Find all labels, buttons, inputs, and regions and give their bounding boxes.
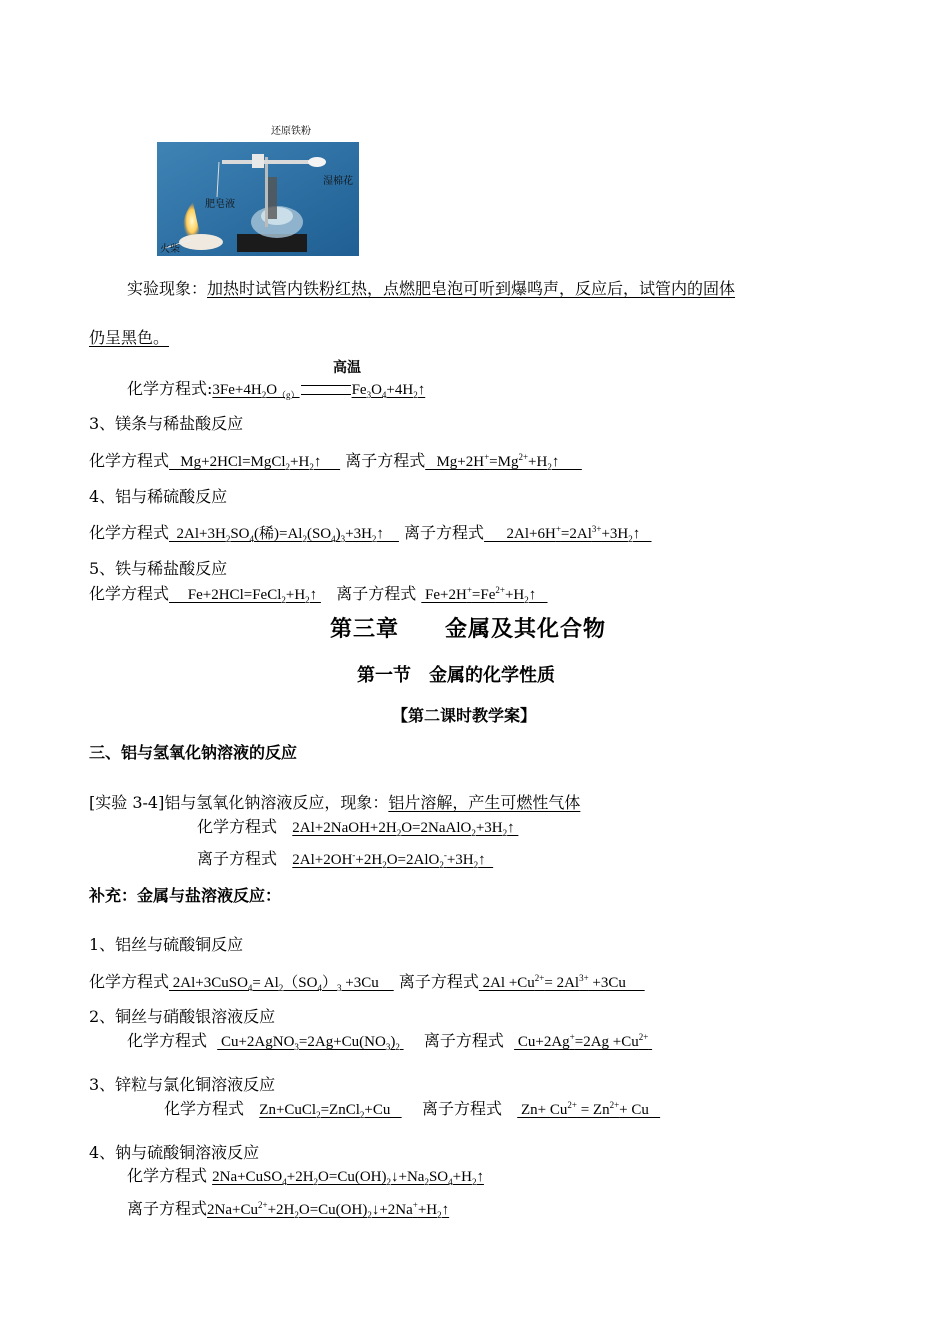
r3-chem-eq: Zn+CuCl$_2$=ZnCl$_2$+Cu (259, 1102, 402, 1120)
s4-title: 4、铝与稀硫酸反应 (89, 487, 228, 506)
s3-ion-eq: $Mg+2H^+=Mg^{2+}+H_2↑$ (425, 452, 582, 472)
s3-chem-label: 化学方程式 (89, 451, 170, 470)
r2-equations (127, 1028, 652, 1052)
r1-chem-label: 化学方程式 (89, 972, 170, 991)
s5-title: 5、铁与稀盐酸反应 (89, 559, 228, 578)
r2-chem-eq: $Cu+2AgNO_3=2Ag+Cu(NO_3)_2$ (217, 1034, 400, 1052)
part3-title: 三、铝与氢氧化钠溶液的反应 (89, 743, 298, 762)
phenomenon-text-2: 仍呈黑色。 (89, 328, 170, 347)
s4-chem-label: 化学方程式 (89, 523, 170, 542)
r2-ion-label: 离子方程式 (423, 1031, 504, 1050)
equals-double-bar (301, 385, 351, 395)
fe-water-equation (127, 376, 425, 401)
s4-ion-eq: $2Al+6H^+=2Al^{3+}+3H_2↑$ (484, 524, 652, 544)
figure-caption: 还原铁粉 (271, 126, 311, 137)
s5-chem-eq: $Fe+2HCl=FeCl_2+H_2↑$ (169, 587, 321, 605)
part3-chem-line (197, 814, 518, 838)
s5-chem-label: 化学方程式 (89, 584, 170, 603)
s5-equations (89, 581, 548, 605)
r3-equations (164, 1096, 660, 1120)
r2-chem-label: 化学方程式 (127, 1031, 208, 1050)
label-soap: 肥皂液 (205, 199, 235, 210)
chapter-title: 第三章 金属及其化合物 (330, 616, 607, 642)
phenomenon-label: 实验现象： (127, 279, 208, 298)
r3-ion-eq: $Zn+ Cu^{2+} = Zn^{2+}+ Cu$ (517, 1100, 661, 1118)
r4-ion-eq: $2Na+Cu^{2+}+2H_2O=Cu(OH)_2↓+2Na^++H_2↑$ (207, 1200, 450, 1220)
r2-ion-eq: $Cu+2Ag^+=2Ag +Cu^{2+}$ (514, 1032, 649, 1050)
part3-chem-label: 化学方程式 (197, 817, 278, 836)
s5-ion-label: 离子方程式 (336, 584, 417, 603)
r2-title: 2、铜丝与硝酸银溶液反应 (89, 1007, 276, 1026)
label-wet-cotton: 湿棉花 (323, 176, 353, 187)
part3-ion-line (197, 846, 493, 870)
part3-exp-phenomenon: 铝片溶解，产生可燃性气体 (388, 793, 581, 812)
part3-ion-label: 离子方程式 (197, 849, 278, 868)
r1-ion-label: 离子方程式 (398, 972, 479, 991)
lesson-title: 【第二课时教学案】 (392, 706, 537, 725)
label-match: 火柴 (160, 244, 180, 255)
supplement-title: 补充：金属与盐溶液反应： (89, 886, 282, 905)
fe-water-products: $Fe_3O_4+4H_2↑$ (351, 382, 426, 400)
r1-title: 1、铝丝与硫酸铜反应 (89, 935, 244, 954)
r1-ion-eq: $2Al +Cu^{2+}= 2Al^{3+} +3Cu$ (478, 973, 645, 991)
r4-chem-line (127, 1163, 484, 1187)
s4-ion-label: 离子方程式 (404, 523, 485, 542)
s3-chem-eq: $Mg+2HCl=MgCl_2+H_2↑$ (169, 454, 341, 472)
section-title: 第一节 金属的化学性质 (357, 665, 555, 686)
phenomenon-text-1: 加热时试管内铁粉红热，点燃肥皂泡可听到爆鸣声，反应后，试管内的固体 (207, 279, 736, 298)
part3-chem-eq: $2Al+2NaOH+2H_2O=2NaAlO_2+3H_2↑$ (292, 820, 519, 838)
r3-chem-label: 化学方程式 (164, 1099, 245, 1118)
part3-exp-label: [实验 3-4]铝与氢氧化钠溶液反应，现象： (89, 793, 389, 812)
s3-equations (89, 448, 582, 472)
r4-ion-line (127, 1196, 449, 1220)
fe-water-reactants: $3Fe+4H_2O_{(g)}$ (212, 382, 300, 400)
r1-chem-eq: 2Al+3CuSO$_4$= $Al_2(SO_4)_3 +3Cu$ (169, 975, 394, 993)
part3-ion-eq: $2Al+2OH^-+2H_2O=2AlO_2^-+3H_2↑$ (292, 850, 494, 870)
part3-exp-line (89, 790, 580, 813)
phenomenon-line1 (127, 276, 735, 299)
r3-ion-label: 离子方程式 (421, 1099, 502, 1118)
s4-equations (89, 520, 652, 544)
experiment-photo (157, 142, 359, 256)
r3-title: 3、锌粒与氯化铜溶液反应 (89, 1075, 276, 1094)
r4-ion-label: 离子方程式 (127, 1199, 208, 1218)
r1-equations (89, 969, 645, 993)
r4-chem-label: 化学方程式 (127, 1166, 208, 1185)
r4-chem-eq: $2Na+CuSO_4+2H_2O=Cu(OH)_2↓+Na_2SO_4+H_2↑$ (212, 1169, 484, 1187)
fe-water-label: 化学方程式: (127, 379, 213, 398)
r4-title: 4、钠与硫酸铜溶液反应 (89, 1143, 260, 1162)
s5-ion-eq: $Fe+2H^+=Fe^{2+}+H_2↑$ (421, 585, 548, 605)
s4-chem-eq: $2Al+3H_2SO_4$(稀)$=Al_2(SO_4)_3+3H_2↑$ (169, 526, 399, 544)
s3-title: 3、镁条与稀盐酸反应 (89, 414, 244, 433)
reaction-condition: 高温 (333, 360, 361, 376)
s3-ion-label: 离子方程式 (345, 451, 426, 470)
